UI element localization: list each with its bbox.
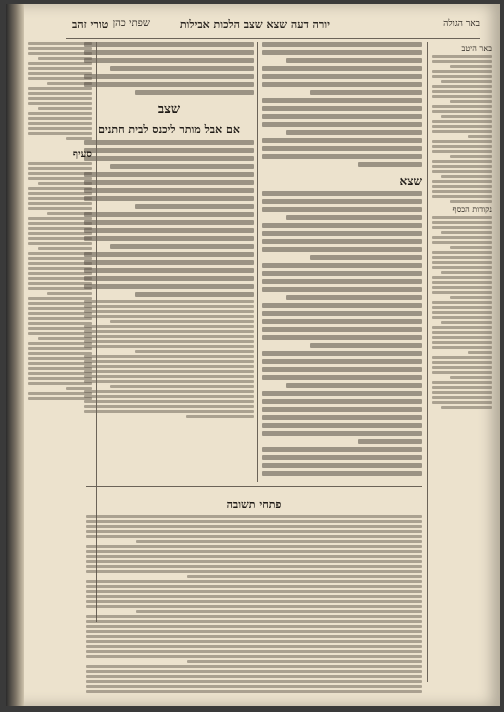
siman-heading: שצב xyxy=(157,102,181,117)
bottom-commentary xyxy=(86,492,422,682)
siman-subheading: אם אבל מותר ליכנס לבית חתנים xyxy=(98,123,240,136)
horizontal-rule xyxy=(86,486,422,487)
section-word-2: סעיף xyxy=(72,149,92,160)
column-rule-2 xyxy=(257,42,258,482)
header-right-title: באר הגולה xyxy=(443,19,480,29)
running-header xyxy=(66,14,480,39)
commentary-column-right xyxy=(262,42,422,482)
commentary-column-left xyxy=(28,42,92,622)
margin-label-2: נקודות הכסף xyxy=(452,205,492,214)
margin-commentary-right xyxy=(432,42,492,682)
main-text-column xyxy=(84,42,254,482)
margin-text-block-2 xyxy=(432,216,492,409)
section-word-1: שצא xyxy=(399,174,422,188)
header-center-title: יורה דעה שצא שצב הלכות אבילות xyxy=(179,18,330,31)
margin-text-block xyxy=(432,55,492,203)
book-spine xyxy=(6,4,24,706)
header-left-title: טורי זהב xyxy=(72,18,109,31)
bottom-heading: פתחי תשובה xyxy=(226,498,282,511)
column-rule-1 xyxy=(427,42,428,682)
book-page xyxy=(6,4,500,706)
margin-label-1: באר היטב xyxy=(461,44,492,53)
header-mid-title: שפתי כהן xyxy=(112,18,150,29)
